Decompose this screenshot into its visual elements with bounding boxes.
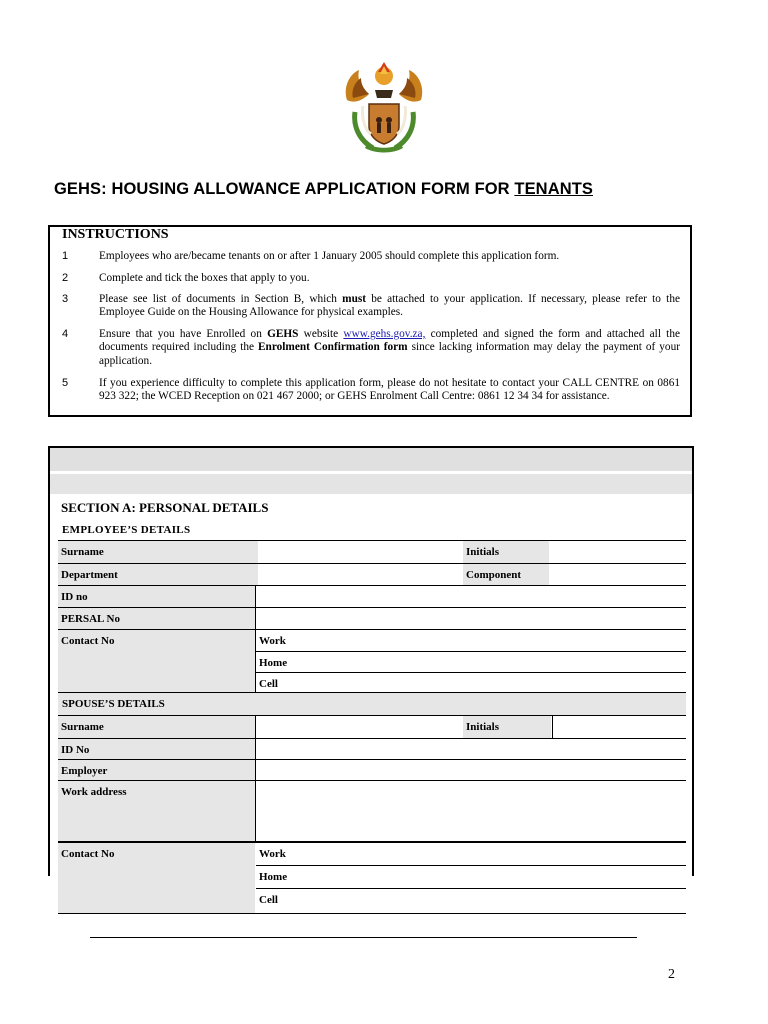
grey-band bbox=[50, 474, 692, 494]
employee-details-heading: EMPLOYEE’S DETAILS bbox=[62, 524, 191, 536]
spouse-cell-field[interactable]: Cell bbox=[256, 889, 686, 912]
page-number: 2 bbox=[668, 967, 675, 982]
employee-surname-field[interactable] bbox=[258, 541, 462, 563]
section-a-title: SECTION A: PERSONAL DETAILS bbox=[61, 500, 269, 515]
spouse-id-label: ID No bbox=[58, 739, 255, 759]
employee-component-label: Component bbox=[463, 564, 549, 585]
spouse-employer-field[interactable] bbox=[256, 760, 686, 780]
employee-department-label: Department bbox=[58, 564, 258, 585]
spouse-id-field[interactable] bbox=[256, 739, 686, 759]
employee-id-field[interactable] bbox=[256, 586, 686, 607]
employee-component-field[interactable] bbox=[556, 564, 686, 585]
employee-home-field[interactable]: Home bbox=[256, 652, 686, 672]
employee-id-label: ID no bbox=[58, 586, 255, 607]
employee-persal-field[interactable] bbox=[256, 608, 686, 629]
spouse-surname-field[interactable] bbox=[256, 716, 462, 738]
employee-initials-label: Initials bbox=[463, 541, 549, 563]
spouse-home-field[interactable]: Home bbox=[256, 866, 686, 888]
coat-of-arms-logo bbox=[339, 60, 429, 156]
spouse-work-field[interactable]: Work bbox=[256, 843, 686, 865]
gehs-website-link[interactable]: www.gehs.gov.za, bbox=[343, 328, 426, 340]
employee-persal-label: PERSAL No bbox=[58, 608, 255, 629]
spouse-employer-label: Employer bbox=[58, 760, 255, 780]
spouse-work-address-label: Work address bbox=[58, 781, 255, 841]
employee-initials-field[interactable] bbox=[556, 541, 686, 563]
employee-cell-field[interactable]: Cell bbox=[256, 673, 686, 692]
spouse-surname-label: Surname bbox=[58, 716, 255, 738]
signature-line bbox=[90, 937, 637, 938]
form-title: GEHS: HOUSING ALLOWANCE APPLICATION FORM FOR TENANTS bbox=[54, 180, 594, 198]
title-tenants: TENANTS bbox=[514, 180, 594, 198]
instructions-heading: INSTRUCTIONS bbox=[62, 227, 169, 242]
spouse-work-address-field[interactable] bbox=[256, 781, 686, 841]
grey-band bbox=[50, 448, 692, 471]
employee-contact-label: Contact No bbox=[58, 630, 255, 692]
instructions-box: INSTRUCTIONS 1 Employees who are/became tenants on or after 1 January 2005 should complete this application form. 2 Complete and tick the boxes that apply to you. 3 Please see list of documents in Section B, which must be attached to your application. If necessary, please refer to the Employee Guide on the Housing Allowance for physical examples. 4 Ensure that you have Enrolled on GEHS website www.gehs.gov.za, completed and signed the form and attached all the documents required including the Enrolment Confirmation form since lacking information may delay the payment of your application. 5 If you experience difficulty to complete this application form, please do not hesitate to contact your CALL CENTRE on 0861 923 322; the WCED Reception on 021 467 2000; or GEHS Enrolment Call Centre: 0861 12 34 34 for assistance. bbox=[48, 225, 692, 417]
spouse-contact-label: Contact No bbox=[58, 843, 255, 913]
employee-department-field[interactable] bbox=[258, 564, 462, 585]
spouse-details-heading: SPOUSE’S DETAILS bbox=[62, 698, 165, 710]
employee-surname-label: Surname bbox=[58, 541, 258, 563]
employee-work-field[interactable]: Work bbox=[256, 630, 686, 651]
spouse-initials-label: Initials bbox=[463, 716, 551, 738]
